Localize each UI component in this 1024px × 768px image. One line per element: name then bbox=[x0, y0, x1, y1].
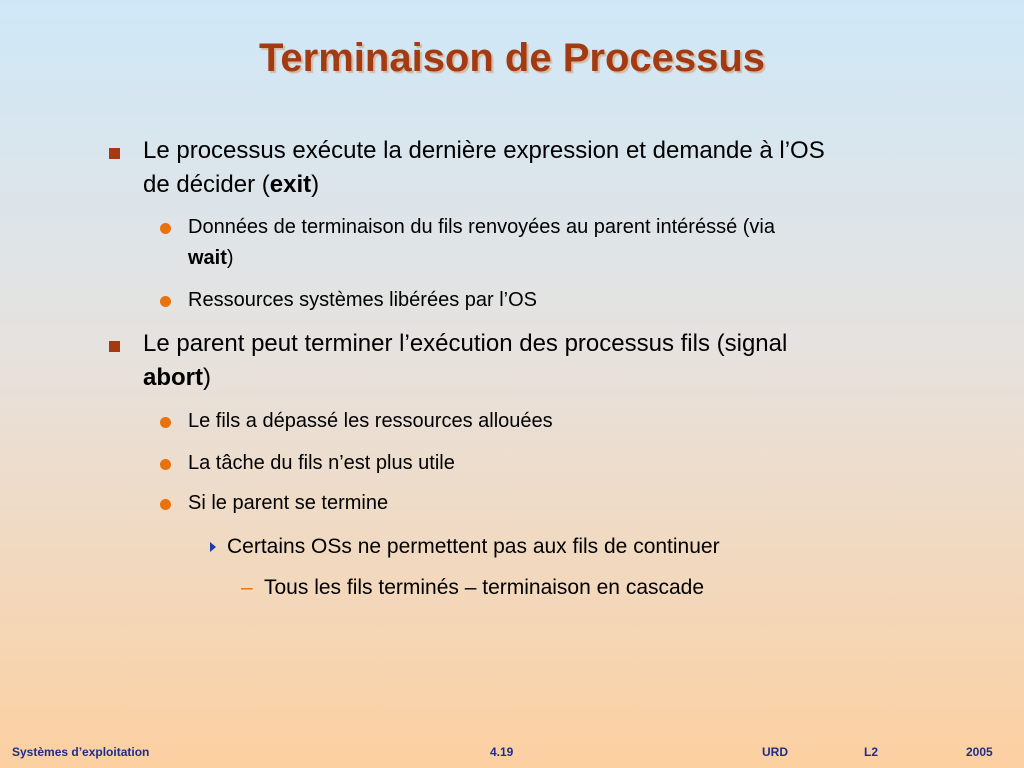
bullet-text: Le fils a dépassé les ressources allouées bbox=[188, 410, 553, 432]
bullet-text: Ressources systèmes libérées par l’OS bbox=[188, 289, 538, 311]
bullet-text: de décider ( bbox=[143, 171, 270, 198]
round-bullet-icon bbox=[160, 499, 171, 510]
dash-bullet-icon: – bbox=[241, 576, 253, 599]
triangle-bullet-icon bbox=[210, 542, 216, 552]
bullet-keyword: exit bbox=[269, 171, 312, 198]
bullet-keyword: abort bbox=[143, 364, 203, 391]
round-bullet-icon bbox=[160, 223, 171, 234]
bullet-text: ) bbox=[203, 364, 211, 391]
sub-sub-bullet-item bbox=[227, 532, 720, 562]
bullet-text: La tâche du fils n’est plus utile bbox=[188, 452, 455, 474]
footer-institution: URD bbox=[762, 745, 788, 759]
bullet-keyword: wait bbox=[188, 247, 227, 269]
footer-year: 2005 bbox=[966, 745, 993, 759]
sub-bullet-item bbox=[188, 212, 775, 274]
bullet-text: Tous les fils terminés – terminaison en cascade bbox=[264, 576, 705, 599]
round-bullet-icon bbox=[160, 459, 171, 470]
square-bullet-icon bbox=[109, 341, 120, 352]
sub-bullet-item bbox=[188, 448, 455, 479]
sub-bullet-item bbox=[188, 285, 537, 316]
bullet-text: Le parent peut terminer l’exécution des processus fils (signal bbox=[143, 330, 788, 357]
footer-slide-number: 4.19 bbox=[490, 745, 514, 759]
bullet-text: ) bbox=[226, 247, 234, 269]
round-bullet-icon bbox=[160, 296, 171, 307]
bullet-text: ) bbox=[311, 171, 320, 198]
bullet-item bbox=[143, 134, 825, 202]
slide-title: Terminaison de Processus bbox=[258, 36, 766, 80]
bullet-text: Certains OSs ne permettent pas aux fils de continuer bbox=[227, 535, 720, 558]
bullet-text: Le processus exécute la dernière expression et demande à l’OS bbox=[143, 137, 825, 164]
sub-bullet-item bbox=[188, 488, 388, 519]
square-bullet-icon bbox=[109, 148, 120, 159]
round-bullet-icon bbox=[160, 417, 171, 428]
sub-bullet-item bbox=[188, 406, 553, 437]
bullet-text: Si le parent se termine bbox=[188, 492, 389, 514]
bullet-text: Données de terminaison du fils renvoyées au parent intéréssé (via bbox=[188, 216, 775, 238]
sub-sub-sub-bullet-item bbox=[264, 573, 704, 603]
footer-level: L2 bbox=[864, 745, 879, 759]
bullet-item bbox=[143, 327, 787, 395]
footer-course: Systèmes d’exploitation bbox=[12, 745, 150, 759]
